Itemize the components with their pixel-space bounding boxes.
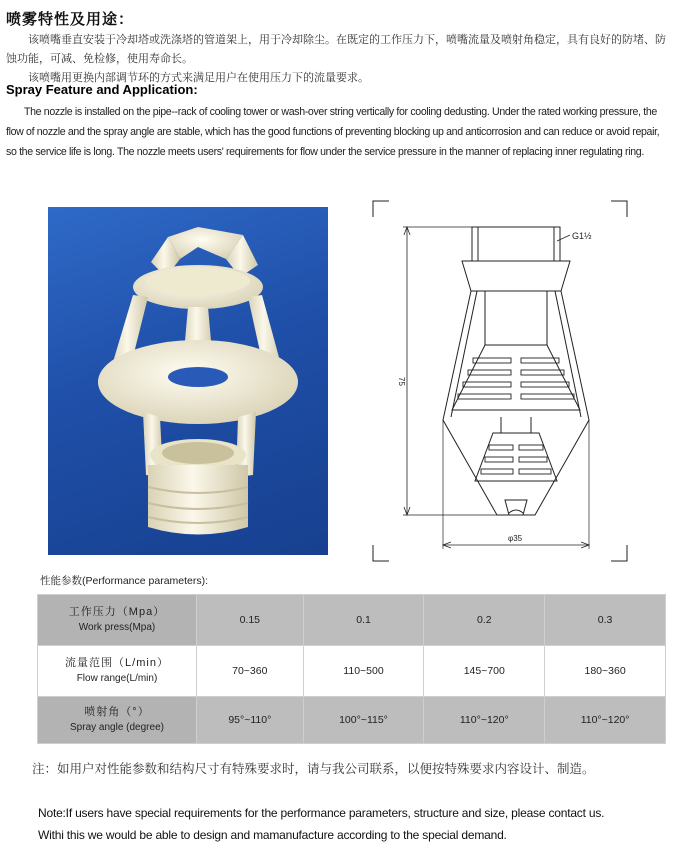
table-row-pressure [38,595,666,646]
en-section-title: Spray Feature and Application: [6,82,198,97]
row-header [38,595,197,646]
row-header-en: Work press(Mpa) [78,622,156,633]
cn-description [6,30,666,87]
en-paragraph: The nozzle is installed on the pipe--rack of cooling tower or wash-over string vertically for cooling dedusting. Under the rated working pressure, the flow of nozzle and the spray angle are stable, which has the good functions of preventing blocking up and anticorrosion and can reduce or avoid repair, so the service life is long. The nozzle meets users' requirements for flow under the service pressure in the manner of replacing inner regulating ring. [6,106,660,158]
row-header-cn: 喷射角（°） [84,706,150,718]
table-cell: 110~500 [303,646,424,697]
nozzle-technical-drawing [365,195,635,565]
nozzle-photo [48,207,328,555]
table-cell: 180~360 [545,646,666,697]
table-cell: 95°~110° [197,697,304,744]
diameter-dimension: φ35 [508,534,523,543]
table-cell: 145~700 [424,646,545,697]
row-header-en: Flow range(L/min) [76,673,158,684]
table-row-flow [38,646,666,697]
table-cell: 100°~115° [303,697,424,744]
height-dimension: 75 [397,377,406,386]
table-cell: 0.15 [197,595,304,646]
cn-paragraph-2: 该喷嘴用更换内部调节环的方式来满足用户在使用压力下的流量要求。 [28,71,369,84]
note-en-line-2: Withi this we would be able to design and mamanufacture according to the special demand. [38,828,507,842]
note-en-line-1: Note:If users have special requirements for the performance parameters, structure and size, please contact us. [38,806,605,820]
en-description [6,102,668,162]
note-cn: 注：如用户对性能参数和结构尺寸有特殊要求时，请与我公司联系，以便按特殊要求内容设计、制造。 [32,761,595,776]
table-cell: 0.2 [424,595,545,646]
table-cell: 0.1 [303,595,424,646]
performance-label: 性能参数(Performance parameters): [40,575,209,587]
nozzle-photo-illustration [48,207,328,555]
table-cell: 110°~120° [545,697,666,744]
nozzle-drawing-svg [365,195,635,565]
table-row-angle [38,697,666,744]
table-cell: 70~360 [197,646,304,697]
row-header-en: Spray angle (degree) [70,722,164,733]
row-header [38,646,197,697]
row-header [38,697,197,744]
cn-section-title: 喷雾特性及用途： [6,10,135,28]
row-header-cn: 工作压力（Mpa） [68,606,166,618]
table-cell: 0.3 [545,595,666,646]
note-en [38,802,674,846]
performance-table [37,594,666,744]
row-header-cn: 流量范围（L/min） [65,657,169,669]
thread-label: G1½ [572,231,592,241]
table-cell: 110°~120° [424,697,545,744]
cn-paragraph-1: 该喷嘴垂直安装于冷却塔或洗涤塔的管道架上，用于冷却除尘。在既定的工作压力下，喷嘴流量及喷射角稳定，具有良好的防堵、防蚀功能，可减、免检修，使用寿命长。 [6,33,666,65]
